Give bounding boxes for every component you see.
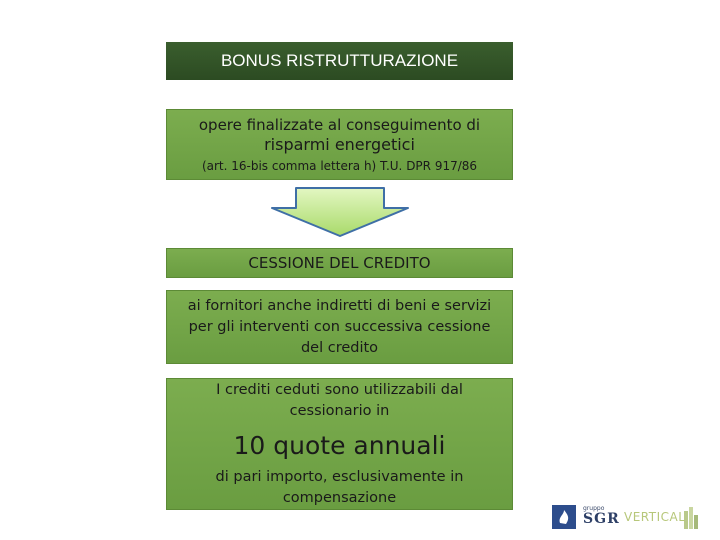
suppliers-text: ai fornitori anche indiretti di beni e servizi per gli interventi con successiva cessione del credito: [187, 297, 492, 356]
title-text: BONUS RISTRUTTURAZIONE: [220, 51, 459, 70]
credit-transfer-box: [166, 248, 513, 278]
logo-sgr-text: SGR: [583, 511, 620, 527]
law-reference: (art. 16-bis comma lettera h) T.U. DPR 917/86: [201, 158, 478, 173]
energy-savings-box: [166, 109, 513, 180]
logo-gruppo-text: gruppo: [583, 505, 605, 512]
installments-text1: I crediti ceduti sono utilizzabili dal cessionario in: [216, 381, 463, 419]
logo-vertical-text: VERTICAL: [624, 510, 686, 524]
energy-savings-line2: risparmi energetici: [264, 134, 415, 154]
suppliers-box: [166, 290, 513, 364]
installments-text2: di pari importo, esclusivamente in compensazione: [215, 468, 464, 506]
installments-highlight: 10 quote annuali: [233, 430, 446, 460]
energy-savings-line1: opere finalizzate al conseguimento di: [198, 115, 481, 134]
annual-installments-box: [166, 378, 513, 510]
credit-transfer-text: CESSIONE DEL CREDITO: [248, 254, 431, 272]
title-box: [166, 42, 513, 80]
down-arrow-icon: [268, 186, 412, 238]
